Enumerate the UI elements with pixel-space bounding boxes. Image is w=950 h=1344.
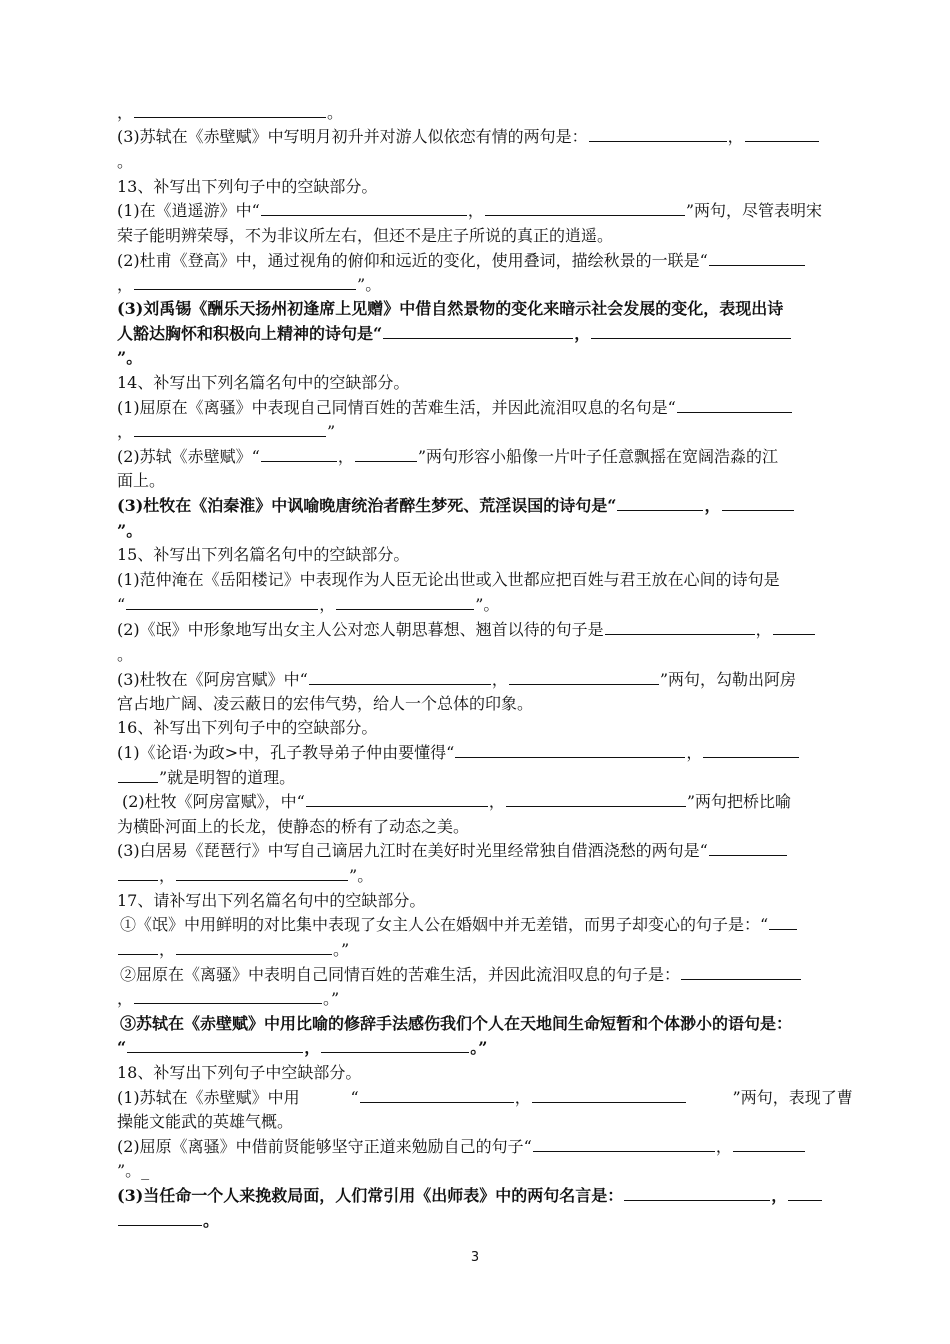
text-line (122, 791, 791, 813)
text-line (117, 225, 613, 247)
answer-blank[interactable] (532, 1087, 686, 1103)
answer-blank[interactable] (605, 619, 755, 635)
text-segment: “ (350, 1088, 359, 1107)
text-segment: 。 (117, 152, 134, 171)
text-line (117, 421, 335, 443)
text-line (117, 1160, 149, 1182)
text-line (117, 200, 822, 222)
answer-blank[interactable] (134, 988, 322, 1004)
text-line (117, 1185, 823, 1207)
text-line (117, 1062, 361, 1084)
text-line (117, 939, 349, 961)
text-segment: ， (755, 620, 772, 639)
answer-blank[interactable] (745, 126, 819, 142)
text-segment: 17、请补写出下列名篇名句中的空缺部分。 (117, 891, 426, 910)
text-line (117, 767, 295, 789)
text-segment: ， (686, 743, 703, 762)
text-segment: ， (117, 103, 134, 122)
text-segment: ， (117, 422, 134, 441)
text-segment: (3)当任命一个人来挽救局面，人们常引用《出师表》中的两句名言是： (117, 1186, 624, 1205)
text-segment: ”。 (117, 348, 143, 367)
text-line (117, 250, 806, 272)
text-line (117, 865, 373, 887)
answer-blank[interactable] (134, 102, 326, 118)
text-segment: 宫占地广阔、凌云蔽日的宏伟气势，给人一个总体的印象。 (117, 694, 534, 713)
answer-blank[interactable] (773, 619, 815, 635)
text-segment: ”两句，勾勒出阿房 (659, 670, 797, 689)
text-segment: ， (117, 989, 134, 1008)
text-segment: ”。 (117, 521, 143, 540)
text-line (117, 102, 343, 124)
text-segment: (2)杜甫《登高》中，通过视角的俯仰和远近的变化，使用叠词，描绘秋景的一联是“ (117, 251, 708, 270)
text-segment: ”。_ (117, 1161, 150, 1180)
text-segment: ， (574, 324, 591, 343)
text-segment: ， (159, 940, 176, 959)
text-line (117, 1136, 806, 1158)
answer-blank[interactable] (127, 1037, 303, 1053)
answer-blank[interactable] (309, 669, 491, 685)
text-segment: (2)《氓》中形象地写出女主人公对恋人朝思暮想、翘首以待的句子是 (117, 620, 604, 639)
text-line (117, 619, 816, 641)
text-segment: ， (304, 1038, 321, 1057)
text-segment: (2)屈原《离骚》中借前贤能够坚守正道来勉励自己的句子“ (117, 1137, 532, 1156)
text-line (117, 569, 780, 591)
text-line (117, 693, 533, 715)
text-line (117, 520, 142, 542)
text-line (117, 742, 800, 764)
text-segment: “ (117, 1038, 127, 1057)
text-segment: (1)苏轼在《赤壁赋》中用 (117, 1088, 300, 1107)
answer-blank[interactable] (455, 742, 685, 758)
text-segment: ， (337, 447, 354, 466)
text-segment: ， (771, 1186, 788, 1205)
text-segment: ， (159, 866, 176, 885)
text-segment: ， (727, 127, 744, 146)
answer-blank[interactable] (769, 914, 797, 930)
text-line (117, 544, 409, 566)
text-segment: 。” (323, 989, 340, 1008)
text-segment: ， (715, 1137, 732, 1156)
text-segment: 。” (470, 1038, 488, 1057)
text-line (117, 1210, 219, 1232)
answer-blank[interactable] (355, 446, 417, 462)
text-segment: ”。 (349, 866, 374, 885)
answer-blank[interactable] (118, 865, 158, 881)
answer-blank[interactable] (533, 1136, 715, 1152)
text-line (117, 594, 499, 616)
text-line (117, 298, 783, 320)
text-segment: ， (514, 1088, 531, 1107)
text-segment: 18、补写出下列句子中空缺部分。 (117, 1063, 362, 1082)
text-segment: 16、补写出下列句子中的空缺部分。 (117, 718, 378, 737)
text-segment: ， (319, 595, 336, 614)
answer-blank[interactable] (617, 495, 703, 511)
text-segment: “ (117, 595, 126, 614)
text-segment: ， (488, 792, 505, 811)
text-segment: ， (491, 670, 508, 689)
text-segment: ， (704, 496, 721, 515)
text-segment: 14、补写出下列名篇名句中的空缺部分。 (117, 373, 410, 392)
text-line (117, 669, 796, 691)
text-segment: ”两句形容小船像一片叶子任意飘摇在宽阔浩淼的江 (417, 447, 779, 466)
text-segment: (1)屈原在《离骚》中表现自己同情百姓的苦难生活，并因此流泪叹息的名句是“ (117, 398, 676, 417)
text-segment: (3)刘禹锡《酬乐天扬州初逢席上见赠》中借自然景物的变化来暗示社会发展的变化，表现出诗 (117, 299, 784, 318)
answer-blank[interactable] (118, 939, 158, 955)
text-line (120, 914, 798, 936)
text-segment: (3)杜牧在《阿房宫赋》中“ (117, 670, 308, 689)
text-segment: ③苏轼在《赤壁赋》中用比喻的修辞手法感伤我们个人在天地间生命短暂和个体渺小的语句是： (120, 1014, 793, 1033)
answer-blank[interactable] (306, 791, 488, 807)
text-segment: (1)范仲淹在《岳阳楼记》中表现作为人臣无论出世或入世都应把百姓与君王放在心间的诗句是 (117, 570, 780, 589)
text-segment: ”。 (357, 275, 382, 294)
text-line (117, 397, 793, 419)
answer-blank[interactable] (261, 446, 337, 462)
text-segment: 为横卧河面上的长龙，使静态的桥有了动态之美。 (117, 817, 470, 836)
text-line (117, 1037, 487, 1059)
text-segment: 人豁达胸怀和积极向上精神的诗句是“ (117, 324, 383, 343)
text-segment: 。 (117, 645, 134, 664)
text-line (117, 717, 377, 739)
text-line (117, 274, 381, 296)
answer-blank[interactable] (677, 397, 792, 413)
text-line (117, 176, 377, 198)
text-line (117, 470, 165, 492)
answer-blank[interactable] (118, 1210, 202, 1226)
answer-blank[interactable] (176, 865, 348, 881)
text-line (117, 495, 795, 517)
answer-blank[interactable] (624, 1185, 770, 1201)
text-line (117, 1111, 293, 1133)
answer-blank[interactable] (722, 495, 794, 511)
text-segment: ”。 (475, 595, 500, 614)
text-segment: (3)苏轼在《赤壁赋》中写明月初升并对游人似依恋有情的两句是： (117, 127, 588, 146)
answer-blank[interactable] (709, 250, 805, 266)
text-segment: (2)苏轼《赤壁赋》“ (117, 447, 260, 466)
answer-blank[interactable] (176, 939, 332, 955)
text-segment: ” (327, 422, 336, 441)
text-line (117, 816, 469, 838)
text-line (117, 890, 425, 912)
answer-blank[interactable] (506, 791, 686, 807)
answer-blank[interactable] (703, 742, 799, 758)
text-segment: 荣子能明辨荣辱，不为非议所左右，但还不是庄子所说的真正的逍遥。 (117, 226, 614, 245)
text-line (120, 964, 802, 986)
text-segment: ， (467, 201, 484, 220)
text-segment: 。” (333, 940, 350, 959)
answer-blank[interactable] (360, 1087, 514, 1103)
answer-blank[interactable] (591, 323, 791, 339)
answer-blank[interactable] (321, 1037, 469, 1053)
answer-blank[interactable] (134, 274, 356, 290)
text-segment (687, 1088, 733, 1107)
text-segment: ①《氓》中用鲜明的对比集中表现了女主人公在婚姻中并无差错，而男子却变心的句子是：“ (120, 915, 769, 934)
text-segment: ②屈原在《离骚》中表明自己同情百姓的苦难生活，并因此流泪叹息的句子是： (120, 965, 681, 984)
answer-blank[interactable] (485, 200, 685, 216)
text-line (117, 988, 339, 1010)
text-segment: (1)在《逍遥游》中“ (117, 201, 260, 220)
text-segment: ， (117, 275, 134, 294)
text-line (117, 126, 820, 148)
answer-blank[interactable] (788, 1185, 822, 1201)
text-segment: ”两句，尽管表明宋 (685, 201, 823, 220)
answer-blank[interactable] (134, 421, 326, 437)
answer-blank[interactable] (261, 200, 467, 216)
text-segment: ”两句把桥比喻 (686, 792, 792, 811)
text-line (117, 372, 409, 394)
answer-blank[interactable] (383, 323, 573, 339)
text-line (117, 347, 142, 369)
answer-blank[interactable] (118, 767, 158, 783)
text-segment: (2)杜牧《阿房富赋》，中“ (122, 792, 305, 811)
text-segment: 面上。 (117, 471, 166, 490)
answer-blank[interactable] (589, 126, 727, 142)
text-segment: 13、补写出下列句子中的空缺部分。 (117, 177, 378, 196)
text-line (117, 323, 792, 345)
text-line (117, 1087, 853, 1109)
text-segment: ”就是明智的道理。 (159, 768, 296, 787)
answer-blank[interactable] (336, 594, 474, 610)
text-segment: 。 (327, 103, 344, 122)
page-number: 3 (470, 1250, 480, 1265)
text-segment: 操能文能武的英雄气概。 (117, 1112, 294, 1131)
text-segment: (3)杜牧在《泊秦淮》中讽喻晚唐统治者醉生梦死、荒淫误国的诗句是“ (117, 496, 617, 515)
text-segment: 15、补写出下列名篇名句中的空缺部分。 (117, 545, 410, 564)
text-segment: ”两句，表现了曹 (732, 1088, 853, 1107)
answer-blank[interactable] (709, 840, 787, 856)
text-segment: (3)白居易《琵琶行》中写自己谪居九江时在美好时光里经常独自借酒浇愁的两句是“ (117, 841, 708, 860)
text-line (117, 446, 778, 468)
text-line (117, 644, 133, 666)
answer-blank[interactable] (509, 669, 659, 685)
answer-blank[interactable] (126, 594, 318, 610)
text-line (120, 1013, 792, 1035)
text-segment (300, 1088, 351, 1107)
answer-blank[interactable] (681, 964, 801, 980)
text-segment: 。 (203, 1211, 220, 1230)
text-line (117, 840, 788, 862)
answer-blank[interactable] (733, 1136, 805, 1152)
text-segment: (1)《论语·为政>中，孔子教导弟子仲由要懂得“ (117, 743, 455, 762)
text-line (117, 151, 133, 173)
